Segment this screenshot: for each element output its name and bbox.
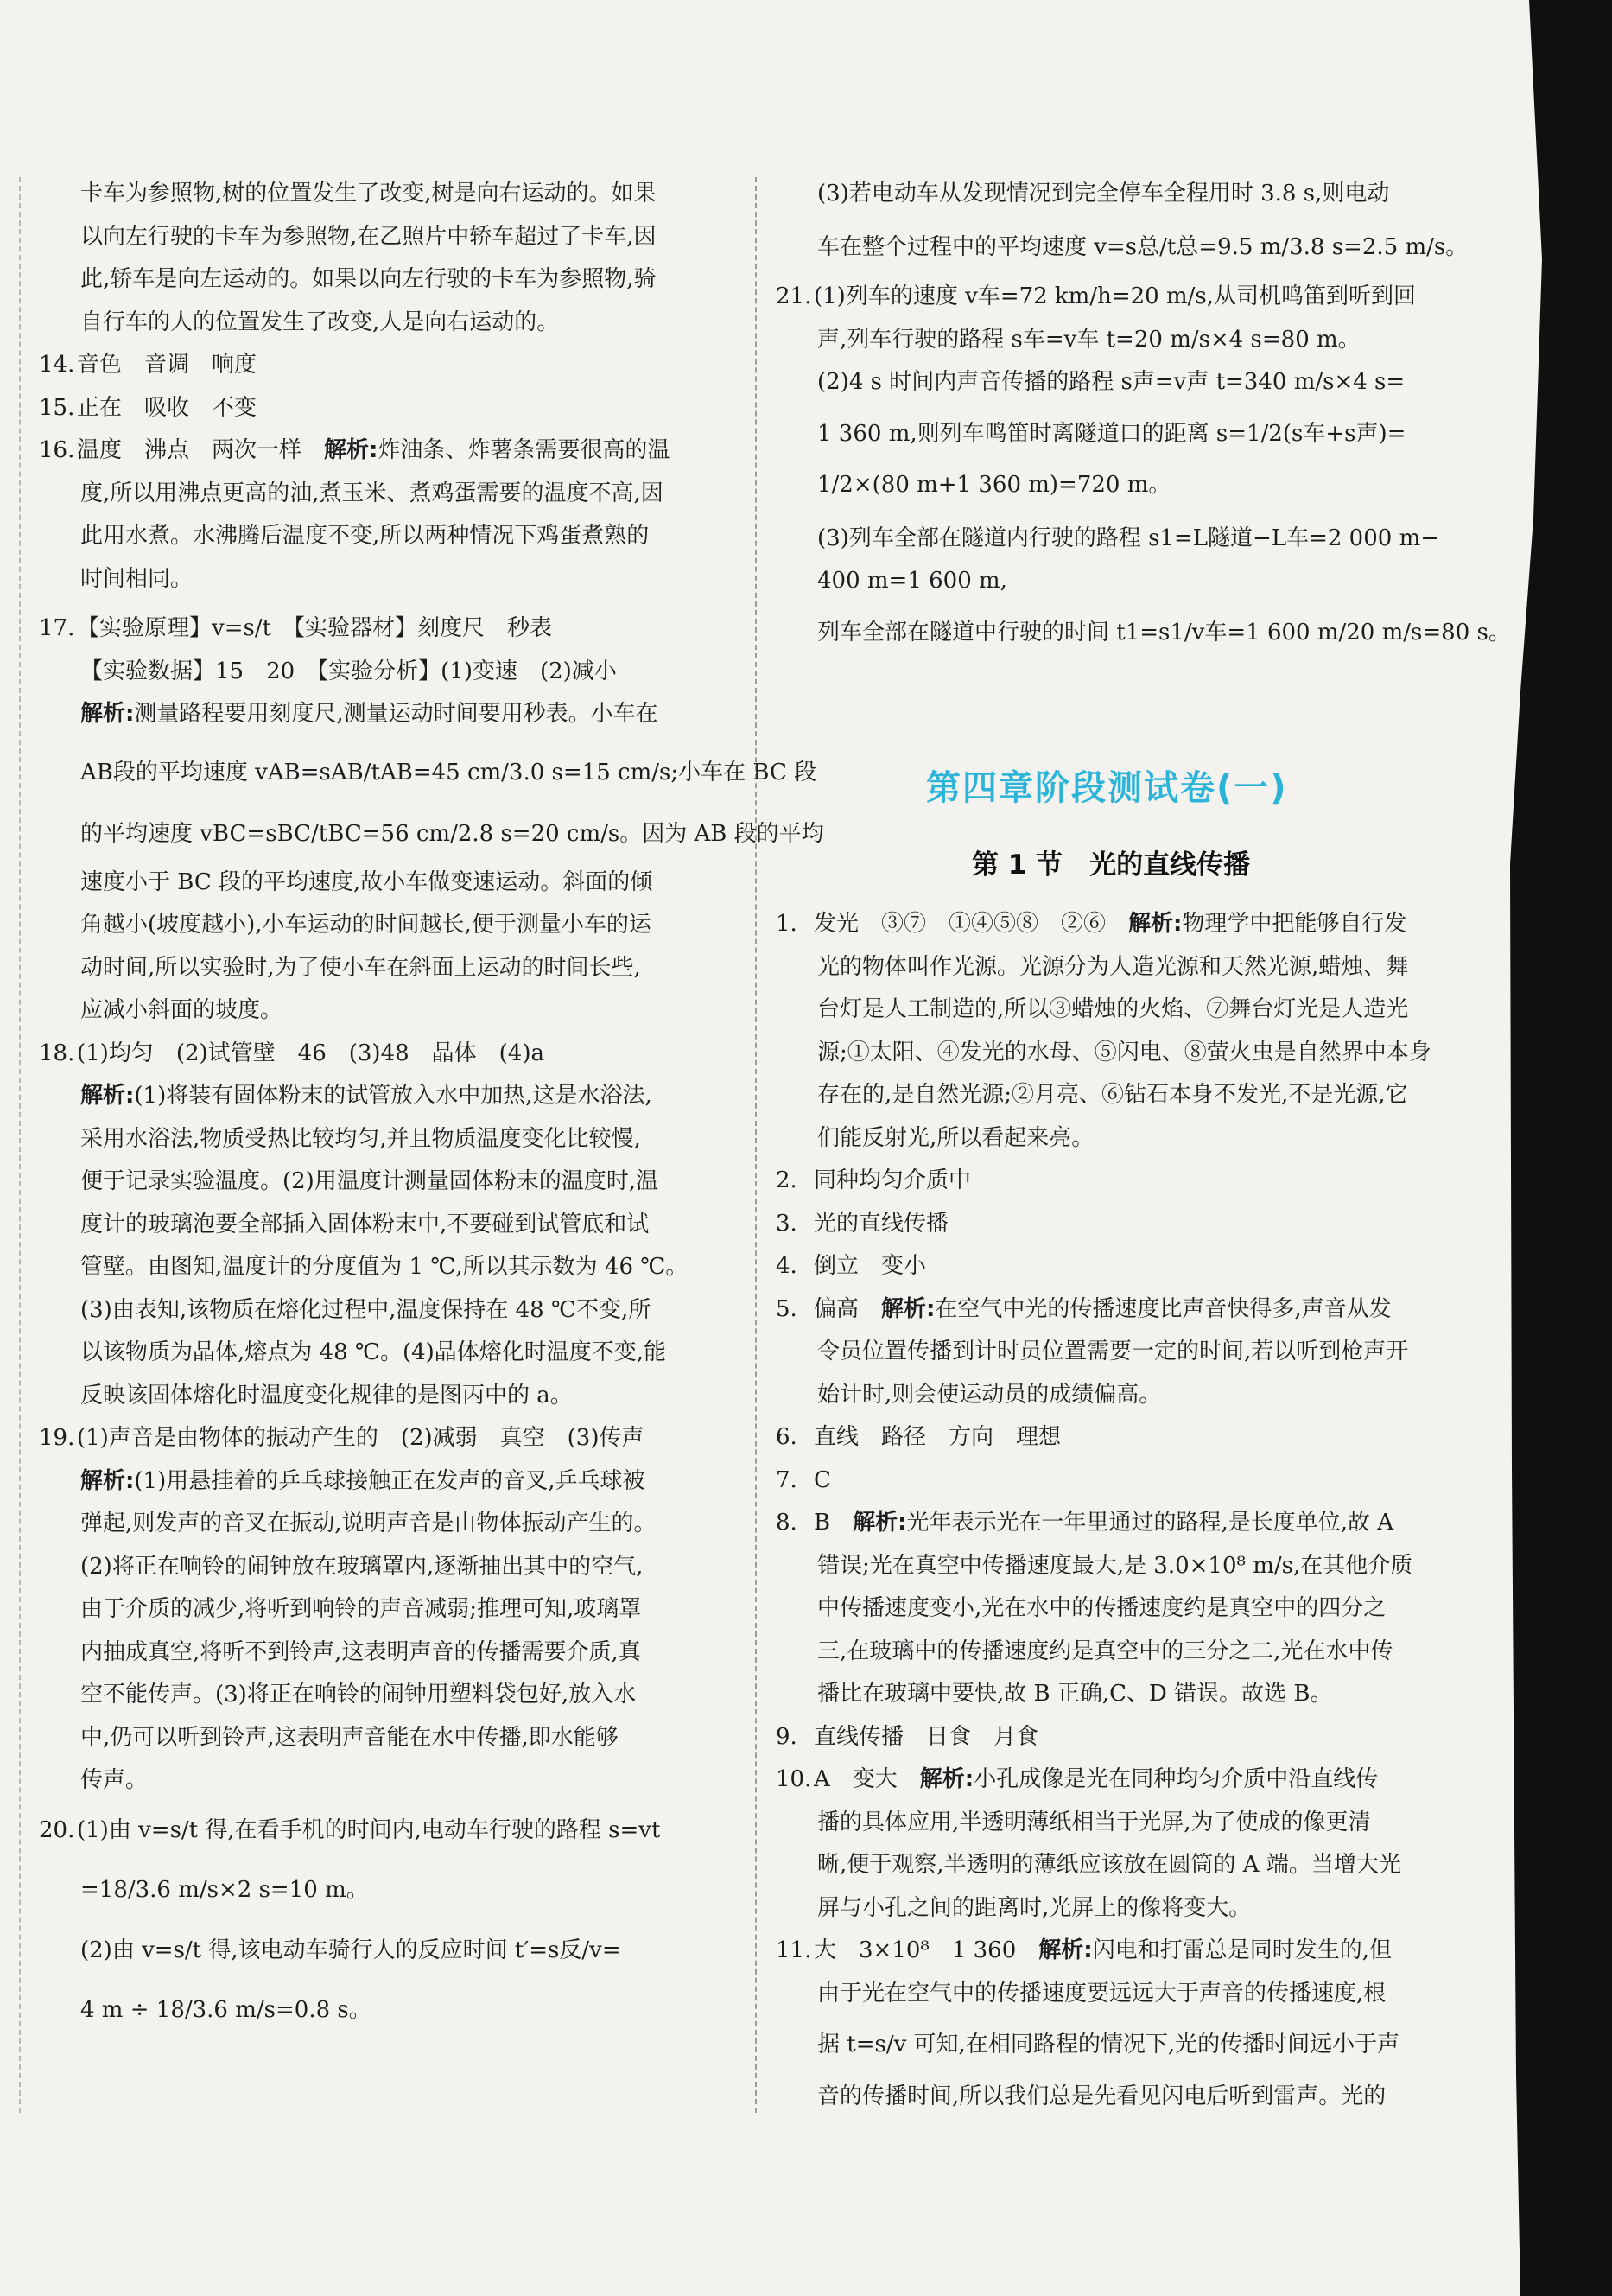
answer-14: 14. 音色 音调 响度: [39, 352, 257, 378]
chapter-title: 第四章阶段测试卷(一): [926, 768, 1288, 808]
answer-16: 16. 温度 沸点 两次一样 解析:炸油条、炸薯条需要很高的温 度,所以用沸点更高的油,煮玉米、煮鸡蛋需要的温度不高,因 此用水煮。水沸腾后温度不变,所以两种情况下鸡蛋煮熟的 时间相同。: [39, 437, 670, 592]
section-title: 第 1 节 光的直线传播: [972, 849, 1251, 881]
light-answer-3: 3. 光的直线传播: [776, 1210, 949, 1237]
light-answer-6: 6. 直线 路径 方向 理想: [776, 1424, 1062, 1450]
answer-20: 20. (1)由 v=s/t 得,在看手机的时间内,电动车行驶的路程 s=vt =18/3.6 m/s×2 s=10 m。 (2)由 v=s/t 得,该电动车骑行人的反应时间 t′=s反/v= 4 m ÷ 18/3.6 m/s=0.8 s。: [39, 1816, 661, 2023]
light-answer-8: 8. B 解析:光年表示光在一年里通过的路程,是长度单位,故 A 错误;光在真空中传播速度最大,是 3.0×10⁸ m/s,在其他介质 中传播速度变小,光在水中的传播速度约是真空中的四分之 三,在玻璃中的传播速度约是真空中的三分之二,光在水中传 播比在玻璃中要快,故 B 正确,C、D 错误。故选 B。: [776, 1510, 1413, 1707]
answer-17: 17. 【实验原理】v=s/t 【实验器材】刻度尺 秒表: [39, 615, 553, 641]
light-answer-4: 4. 倒立 变小: [776, 1253, 927, 1279]
answer-17-data: 【实验数据】15 20 【实验分析】(1)变速 (2)减小: [80, 658, 617, 684]
light-answer-1: 1. 发光 ③⑦ ①④⑤⑧ ②⑥ 解析:物理学中把能够自行发 光的物体叫作光源。光源分为人造光源和天然光源,蜡烛、舞 台灯是人工制造的,所以③蜡烛的火焰、⑦舞台灯光是人造光 源;①太阳、④发光的水母、⑤闪电、⑧萤火虫是自然界中本身 存在的,是自然光源;②月亮、⑥钻石本身不发光,不是光源,它 们能反射光,所以看起来亮。: [776, 911, 1431, 1151]
answer-18: 18. (1)均匀 (2)试管壁 46 (3)48 晶体 (4)a: [39, 1040, 544, 1066]
light-answer-11: 11. 大 3×10⁸ 1 360 解析:闪电和打雷总是同时发生的,但 由于光在空气中的传播速度要远远大于声音的传播速度,根 据 t=s/v 可知,在相同路程的情况下,光的传播时间远小于声 音的传播时间,所以我们总是先看见闪电后听到雷声。光的: [776, 1937, 1400, 2109]
answer-19: 19. (1)声音是由物体的振动产生的 (2)减弱 真空 (3)传声: [39, 1425, 644, 1451]
light-answer-2: 2. 同种均匀介质中: [776, 1167, 972, 1193]
answer-21: 21. (1)列车的速度 v车=72 km/h=20 m/s,从司机鸣笛到听到回 声,列车行驶的路程 s车=v车 t=20 m/s×4 s=80 m。 (2)4 s 时间内声音传播的路程 s声=v声 t=340 m/s×4 s= 1 360 m,则列车鸣笛时离隧道口的距离 s=1/2(s车+s声)= 1/2×(80 m+1 360 m)=720 m。 (3)列车全部在隧道内行驶的路程 s1=L隧道−L车=2 000 m− 400 m=1 600 m, 列车全部在隧道中行驶的时间 t1=s1/v车=1 600 m/20 m/s=80 s。: [776, 283, 1511, 646]
answer-17-analysis: 解析:测量路程要用刻度尺,测量运动时间要用秒表。小车在 AB段的平均速度 vAB=sAB/tAB=45 cm/3.0 s=15 cm/s;小车在 BC 段 的平均速度 vBC=sBC/tBC=56 cm/2.8 s=20 cm/s。因为 AB 段的平均 速度小于 BC 段的平均速度,故小车做变速运动。斜面的倾 角越小(坡度越小),小车运动的时间越长,便于测量小车的运 动时间,所以实验时,为了使小车在斜面上运动的时间长些, 应减小斜面的坡度。: [80, 701, 824, 1023]
light-answer-9: 9. 直线传播 日食 月食: [776, 1723, 1039, 1750]
continued-text: 卡车为参照物,树的位置发生了改变,树是向右运动的。如果 以向左行驶的卡车为参照物,在乙照片中轿车超过了卡车,因 此,轿车是向左运动的。如果以向左行驶的卡车为参照物,骑 自行车的人的位置发生了改变,人是向右运动的。: [80, 181, 657, 335]
light-answer-10: 10. A 变大 解析:小孔成像是光在同种均匀介质中沿直线传 播的具体应用,半透明薄纸相当于光屏,为了使成的像更清 晰,便于观察,半透明的薄纸应该放在圆筒的 A 端。当增大光 屏与小孔之间的距离时,光屏上的像将变大。: [776, 1766, 1401, 1921]
continued-answer-20: (3)若电动车从发现情况到完全停车全程用时 3.8 s,则电动 车在整个过程中的平均速度 v=s总/t总=9.5 m/3.8 s=2.5 m/s。: [817, 181, 1469, 260]
answer-18-analysis: 解析:(1)将装有固体粉末的试管放入水中加热,这是水浴法, 采用水浴法,物质受热比较均匀,并且物质温度变化比较慢, 便于记录实验温度。(2)用温度计测量固体粉末的温度时,温 度计的玻璃泡要全部插入固体粉末中,不要碰到试管底和试 管壁。由图知,温度计的分度值为 1 ℃,所以其示数为 46 ℃。 (3)由表知,该物质在熔化过程中,温度保持在 48 ℃不变,所 以该物质为晶体,熔点为 48 ℃。(4)晶体熔化时温度不变,能 反映该固体熔化时温度变化规律的是图丙中的 a。: [80, 1083, 689, 1409]
answer-19-analysis: 解析:(1)用悬挂着的乒乓球接触正在发声的音叉,乒乓球被 弹起,则发声的音叉在振动,说明声音是由物体振动产生的。 (2)将正在响铃的闹钟放在玻璃罩内,逐渐抽出其中的空气, 由于介质的减少,将听到响铃的声音减弱;推理可知,玻璃罩 内抽成真空,将听不到铃声,这表明声音的传播需要介质,真 空不能传声。(3)将正在响铃的闹钟用塑料袋包好,放入水 中,仍可以听到铃声,这表明声音能在水中传播,即水能够 传声。: [80, 1467, 657, 1793]
light-answer-5: 5. 偏高 解析:在空气中光的传播速度比声音快得多,声音从发 令员位置传播到计时员位置需要一定的时间,若以听到枪声开 始计时,则会使运动员的成绩偏高。: [776, 1295, 1409, 1408]
light-answer-7: 7. C: [776, 1466, 831, 1493]
answer-15: 15. 正在 吸收 不变: [39, 394, 257, 421]
